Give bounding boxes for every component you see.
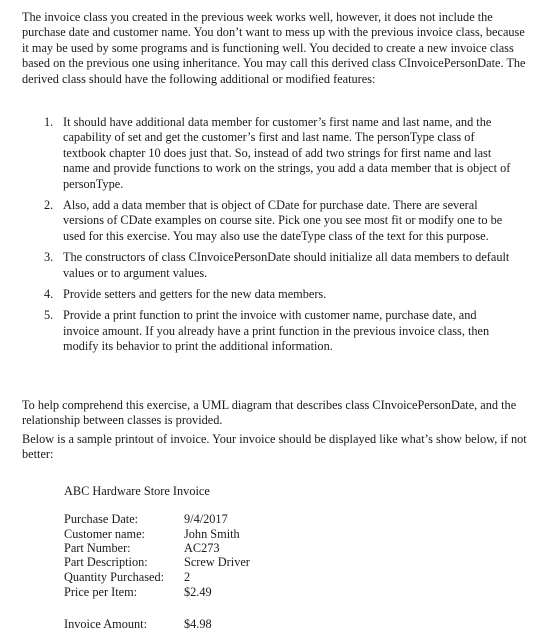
invoice-row-value: 9/4/2017	[184, 512, 228, 526]
list-item-number: 2.	[44, 198, 54, 213]
invoice-row	[64, 555, 250, 570]
list-item-number: 1.	[44, 115, 54, 129]
list-item	[44, 308, 514, 354]
intro-paragraph: The invoice class you created in the previous week works well, however, it does not include the purchase date and customer name. You don’t want to mess up with the previous invoice class, because it may be used by some programs and is functioning well. You decided to create a new invoice class based on the previous one using inheritance. You may call this derived class CInvoicePersonDate. The derived class should have the following additional or modified features:	[22, 10, 526, 86]
list-item	[44, 250, 514, 281]
invoice-row-label: Price per Item:	[64, 585, 138, 599]
list-item-text: It should have additional data member for customer’s first name and last name, and the capability of set and get the customer’s first and last name. The personType class of textbook chapter 10 does just that. So, instead of add two strings for first name and last name and provide functions to work on the strings, you add a data member that is object of personType.	[63, 115, 511, 191]
invoice-row-label: Quantity Purchased:	[64, 570, 165, 584]
list-item-number: 4.	[44, 287, 54, 302]
invoice-title: ABC Hardware Store Invoice	[64, 484, 210, 498]
invoice-row	[64, 570, 190, 585]
list-item	[44, 115, 514, 192]
invoice-row-label: Customer name:	[64, 527, 145, 541]
requirements-list	[44, 115, 514, 361]
invoice-row	[64, 512, 228, 527]
list-item-number: 3.	[44, 250, 54, 265]
invoice-total-row	[64, 617, 212, 632]
invoice-row-value: 2	[184, 570, 191, 584]
invoice-total-label: Invoice Amount:	[64, 617, 147, 631]
invoice-row	[64, 585, 212, 600]
list-item-text: Also, add a data member that is object of CDate for purchase date. There are several versions of CDate examples on course site. Pick one you see most fit or modify one to be used for this exercise. You may also use the dateType class of the text for this purpose.	[63, 198, 503, 243]
invoice-row-value: AC273	[184, 541, 220, 555]
invoice-row-value: John Smith	[184, 527, 240, 541]
invoice-row-value: $2.49	[184, 585, 212, 599]
invoice-row-label: Part Description:	[64, 555, 148, 569]
list-item	[44, 198, 514, 244]
sample-paragraph: Below is a sample printout of invoice. Your invoice should be displayed like what’s show below, if not better:	[22, 432, 527, 462]
uml-paragraph: To help comprehend this exercise, a UML diagram that describes class CInvoicePersonDate, and the relationship between classes is provided.	[22, 398, 517, 428]
list-item-number: 5.	[44, 308, 54, 323]
list-item-text: The constructors of class CInvoicePersonDate should initialize all data members to default values or to argument values.	[63, 250, 510, 280]
invoice-total-value: $4.98	[184, 617, 212, 631]
invoice-row-value: Screw Driver	[184, 555, 250, 569]
invoice-row-label: Part Number:	[64, 541, 131, 555]
invoice-row-label: Purchase Date:	[64, 512, 139, 526]
list-item-text: Provide setters and getters for the new data members.	[63, 287, 327, 302]
list-item-text: Provide a print function to print the invoice with customer name, purchase date, and invoice amount. If you already have a print function in the previous invoice class, then modify its behavior to print the additional information.	[63, 308, 490, 354]
list-item	[44, 287, 514, 302]
